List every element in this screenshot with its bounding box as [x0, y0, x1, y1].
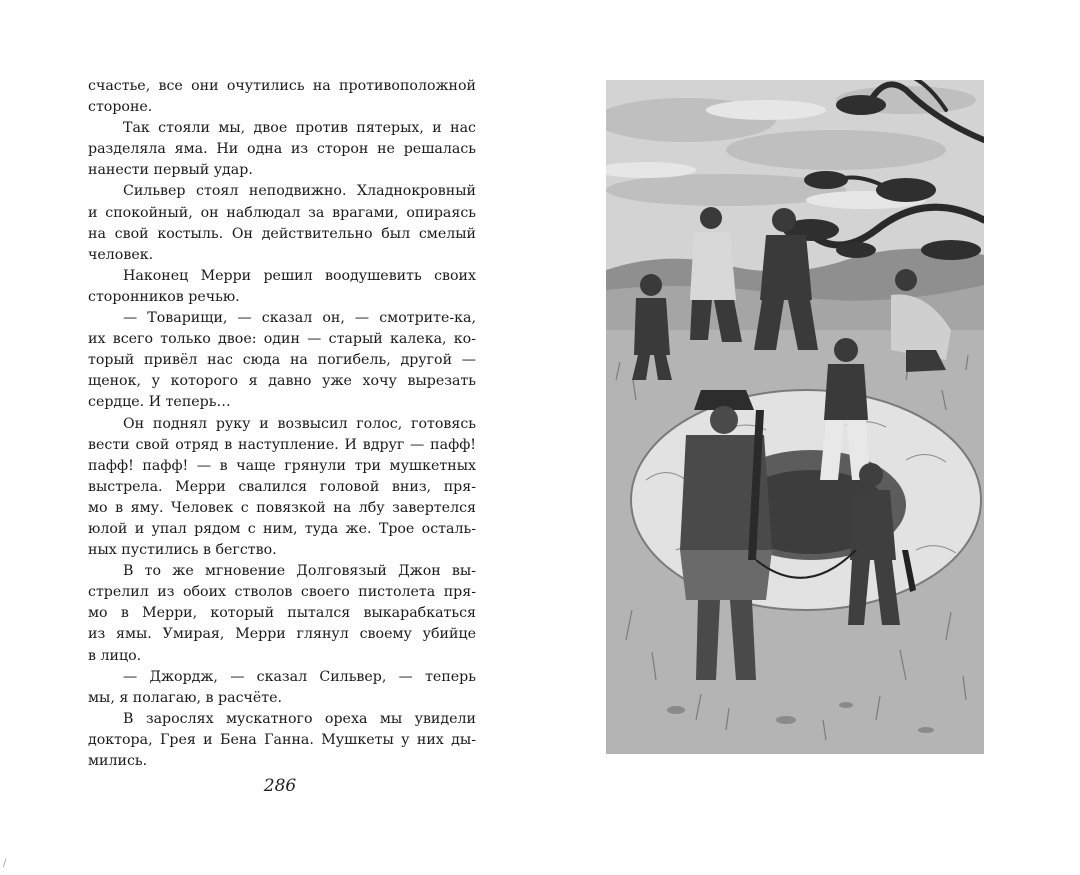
text-line: юлой и упал рядом с ним, туда же. Трое осталь- [88, 520, 476, 537]
text-line: Так стояли мы, двое против пятерых, и нас [123, 120, 476, 137]
text-line: — Товарищи, — сказал он, — смотрите-ка, [123, 310, 476, 327]
corner-mark: / [3, 858, 7, 869]
page-number: 286 [263, 776, 297, 796]
text-line: стрелил из обоих стволов своего пистолета пря- [88, 584, 476, 601]
text-line: мы, я полагаю, в расчёте. [88, 689, 283, 706]
text-line: человек. [88, 246, 154, 263]
text-line: В то же мгновение Долговязый Джон вы- [123, 563, 476, 580]
text-line: щенок, у которого я давно уже хочу вырезать [88, 373, 476, 390]
text-line: и спокойный, он наблюдал за врагами, опираясь [88, 204, 476, 221]
text-line: стороне. [88, 99, 153, 116]
text-line: мо в яму. Человек с повязкой на лбу завертелся [88, 499, 476, 516]
text-line: В зарослях мускатного ореха мы увидели [123, 710, 476, 727]
book-illustration [606, 80, 984, 754]
text-line: из ямы. Умирая, Мерри глянул своему убийце [88, 626, 476, 643]
text-line: мились. [88, 753, 148, 769]
text-line: нанести первый удар. [88, 162, 253, 179]
text-line: ных пустились в бегство. [88, 542, 277, 559]
text-line: пафф! пафф! — в чаще грянули три мушкетных [88, 457, 476, 474]
text-line: сторонников речью. [88, 288, 240, 305]
text-line: — Джордж, — сказал Сильвер, — теперь [123, 668, 476, 685]
text-line: доктора, Грея и Бена Ганна. Мушкеты у них ды- [88, 731, 476, 748]
book-page-text [88, 76, 476, 772]
text-line: мо в Мерри, который пытался выкарабкаться [88, 605, 476, 622]
text-line: разделяла яма. Ни одна из сторон не решалась [88, 141, 476, 158]
text-line: вести свой отряд в наступление. И вдруг — пафф! [88, 436, 476, 453]
text-line: Сильвер стоял неподвижно. Хладнокровный [123, 183, 476, 200]
text-line: сердце. И теперь… [88, 394, 231, 411]
text-line: Наконец Мерри решил воодушевить своих [123, 267, 476, 284]
text-line: на свой костыль. Он действительно был смелый [88, 225, 476, 242]
text-line: Он поднял руку и возвысил голос, готовясь [123, 415, 476, 432]
text-line: в лицо. [88, 647, 142, 664]
text-line: выстрела. Мерри свалился головой вниз, пря- [88, 478, 476, 495]
text-line: торый привёл нас сюда на погибель, другой — [88, 352, 476, 369]
text-line: счастье, все они очутились на противоположной [88, 78, 476, 94]
text-line: их всего только двое: один — старый калека, ко- [88, 331, 476, 348]
